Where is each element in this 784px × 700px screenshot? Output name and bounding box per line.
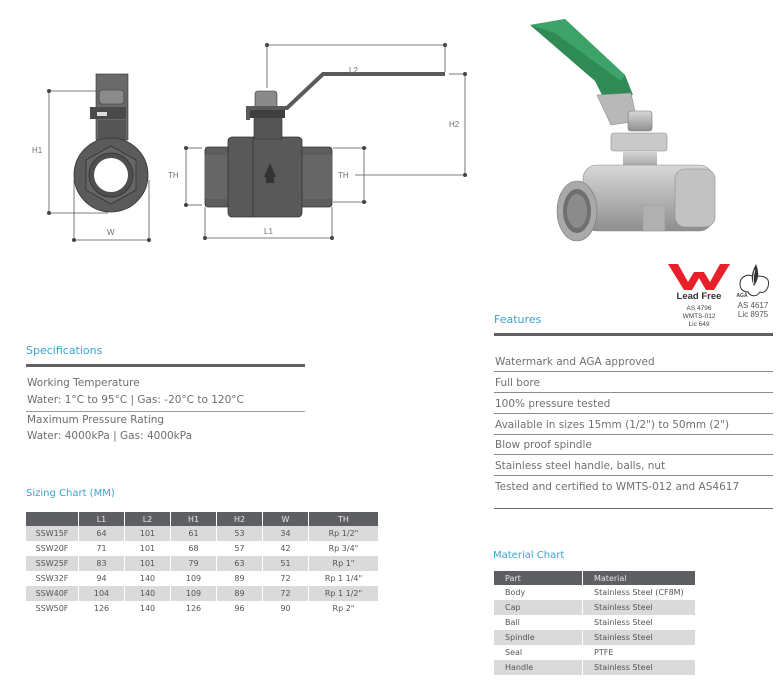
cell-model: SSW40F (26, 586, 78, 601)
cell-h2: 96 (234, 604, 245, 613)
cell-model: SSW50F (35, 604, 69, 613)
dim-label-th-right: TH (338, 171, 349, 180)
spec-label-temperature: Working Temperature (27, 377, 140, 389)
cell-part: Body (505, 588, 526, 597)
sizing-chart-title: Sizing Chart (MM) (26, 488, 115, 499)
dim-label-h2: H2 (449, 120, 460, 129)
table-row (26, 526, 378, 541)
cell-h1: 68 (188, 544, 199, 553)
cell-w: 72 (280, 574, 291, 583)
cell-w: 34 (263, 526, 308, 541)
cell-model: SSW25F (26, 556, 78, 571)
cell-l2: 140 (125, 586, 170, 601)
feature-item (494, 393, 773, 414)
sizing-col-th: TH (309, 512, 378, 526)
sizing-col-w: W (263, 512, 308, 526)
sizing-col-l1: L1 (79, 512, 124, 526)
table-row (494, 645, 695, 660)
cell-l1: 83 (79, 556, 124, 571)
table-row (494, 600, 695, 615)
aga-standard: AS 4617 (737, 301, 769, 310)
sizing-col-model (26, 512, 78, 526)
cell-h1: 109 (185, 574, 202, 583)
dim-label-th-left: TH (168, 171, 179, 180)
cell-w: 51 (263, 556, 308, 571)
feature-item (494, 414, 773, 435)
cell-material: Stainless Steel (583, 660, 695, 675)
feature-text: Full bore (495, 377, 540, 389)
cell-l1: 64 (79, 526, 124, 541)
specifications-section (26, 344, 306, 454)
cell-model: SSW32F (35, 574, 69, 583)
feature-text: Tested and certified to WMTS-012 and AS4617 (495, 481, 740, 493)
spec-row-divider (26, 411, 305, 412)
cell-th: Rp 2" (332, 604, 355, 613)
aga-badge: AGA (736, 293, 748, 299)
cell-material: Stainless Steel (583, 630, 695, 645)
cell-part: Handle (494, 660, 582, 675)
table-row (494, 585, 695, 600)
cell-material: Stainless Steel (583, 600, 695, 615)
features-title: Features (494, 313, 542, 326)
cell-l1: 104 (79, 586, 124, 601)
cell-th: Rp 1" (309, 556, 378, 571)
dim-label-l2: L2 (349, 66, 358, 75)
cell-h1: 126 (185, 604, 202, 613)
dim-label-l1: L1 (264, 227, 273, 236)
feature-item (494, 372, 773, 393)
spec-value-pressure: Water: 4000kPa | Gas: 4000kPa (27, 430, 193, 442)
cell-w: 90 (280, 604, 291, 613)
side-view-diagram (160, 30, 490, 250)
cell-h1: 109 (171, 586, 216, 601)
product-image (525, 15, 735, 255)
feature-text: 100% pressure tested (495, 398, 611, 410)
cell-w: 72 (263, 586, 308, 601)
cell-l2: 140 (139, 574, 156, 583)
material-header-row (494, 571, 695, 585)
cell-l2: 101 (139, 544, 156, 553)
aga-licence: Lic 8975 (737, 310, 769, 319)
features-divider (494, 333, 773, 336)
cell-h2: 89 (234, 574, 245, 583)
cell-material: Stainless Steel (594, 618, 653, 627)
watermark-standard: AS 4796 (686, 305, 712, 312)
cell-h2: 53 (217, 526, 262, 541)
cell-part: Seal (505, 648, 523, 657)
table-row (26, 556, 378, 571)
cell-material: PTFE (594, 648, 614, 657)
cell-h2: 63 (217, 556, 262, 571)
dim-label-h1: H1 (32, 146, 43, 155)
watermark-licence: Lic 649 (688, 321, 710, 328)
cell-th: Rp 1 1/2" (309, 586, 378, 601)
cell-th: Rp 3/4" (328, 544, 359, 553)
features-section (494, 312, 776, 512)
ball-valve-photo-icon (525, 15, 735, 255)
cell-l2: 140 (139, 604, 156, 613)
cell-h1: 61 (171, 526, 216, 541)
table-row (26, 541, 378, 556)
sizing-col-h2: H2 (217, 512, 262, 526)
material-chart-table (493, 571, 696, 675)
feature-item (494, 476, 773, 496)
table-row (494, 630, 695, 645)
cell-part: Ball (505, 618, 520, 627)
table-row (494, 660, 695, 675)
material-chart-title: Material Chart (493, 550, 565, 561)
spec-label-pressure: Maximum Pressure Rating (27, 414, 165, 426)
cell-l1: 126 (93, 604, 110, 613)
watermark-wmts: WMTS-012 (682, 313, 716, 320)
cell-h1: 79 (171, 556, 216, 571)
sizing-header-row (26, 512, 378, 526)
watermark-w-logo-icon (666, 262, 732, 292)
cell-h2: 89 (217, 586, 262, 601)
feature-text: Watermark and AGA approved (495, 356, 655, 368)
ball-valve-side-view-icon (160, 30, 490, 250)
cell-l1: 94 (96, 574, 107, 583)
feature-text: Blow proof spindle (495, 439, 592, 451)
feature-item (494, 351, 773, 372)
feature-item (494, 434, 773, 455)
lead-free-label: Lead Free (676, 291, 722, 302)
specifications-title: Specifications (26, 344, 103, 357)
cell-h2: 57 (234, 544, 245, 553)
cell-l2: 101 (125, 526, 170, 541)
sizing-col-l2: L2 (125, 512, 170, 526)
table-row (494, 615, 695, 630)
cell-material: Stainless Steel (CF8M) (594, 588, 684, 597)
sizing-chart-table (25, 512, 379, 616)
dim-label-w: W (107, 228, 115, 237)
cell-model: SSW20F (35, 544, 69, 553)
cell-th: Rp 1 1/4" (324, 574, 363, 583)
feature-item (494, 455, 773, 476)
material-col-part: Part (494, 571, 582, 585)
spec-value-temperature: Water: 1°C to 95°C | Gas: -20°C to 120°C (27, 394, 244, 406)
cell-model: SSW15F (26, 526, 78, 541)
specifications-divider (26, 364, 305, 367)
cell-th: Rp 1/2" (309, 526, 378, 541)
features-bottom-rule (494, 508, 773, 509)
cell-part: Cap (494, 600, 582, 615)
table-row (26, 586, 378, 601)
table-row (26, 601, 378, 616)
sizing-col-h1: H1 (171, 512, 216, 526)
feature-text: Available in sizes 15mm (1/2") to 50mm (2") (495, 419, 730, 431)
feature-text: Stainless steel handle, balls, nut (495, 460, 666, 472)
cell-w: 42 (280, 544, 291, 553)
table-row (26, 571, 378, 586)
cell-l2: 101 (125, 556, 170, 571)
material-col-material: Material (583, 571, 695, 585)
cell-part: Spindle (494, 630, 582, 645)
cell-l1: 71 (96, 544, 107, 553)
